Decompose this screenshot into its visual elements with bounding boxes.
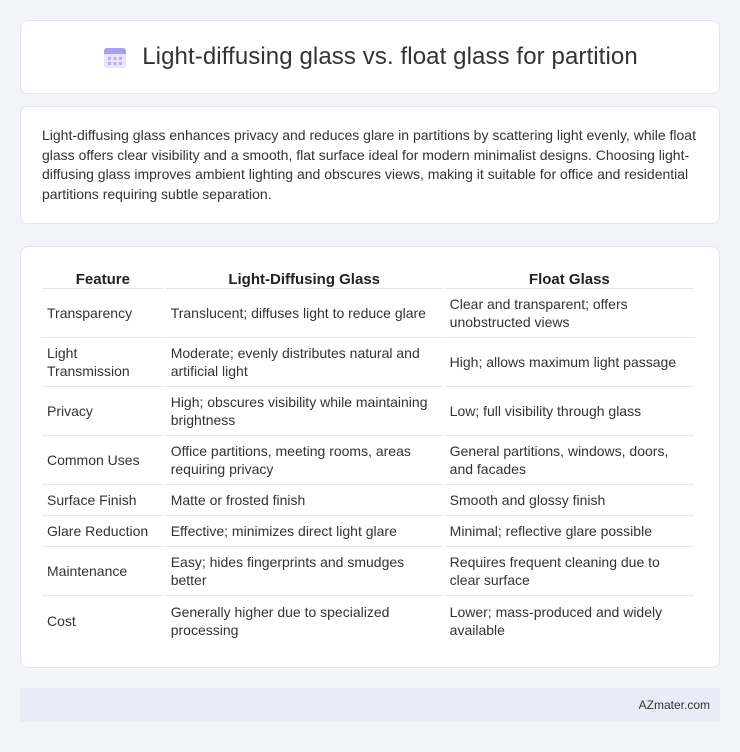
row-float: Lower; mass-produced and widely available [449,603,663,638]
row-feature: Light Transmission [42,338,164,387]
row-light-diffusing: Effective; minimizes direct light glare [166,516,443,547]
table-row [42,485,694,516]
row-light-diffusing: Translucent; diffuses light to reduce glare [166,289,443,338]
row-light-diffusing: Moderate; evenly distributes natural and artificial light [166,338,443,387]
table-row [42,516,694,547]
row-float: High; allows maximum light passage [445,338,694,387]
row-light-diffusing: Matte or frosted finish [166,485,443,516]
row-feature: Privacy [42,387,164,436]
row-feature: Cost [47,612,76,629]
row-light-diffusing: Easy; hides fingerprints and smudges better [166,547,443,596]
row-light-diffusing: Office partitions, meeting rooms, areas requiring privacy [166,436,443,485]
row-light-diffusing: Generally higher due to specialized processing [170,603,390,638]
table-header-row [42,267,694,289]
header-light-diffusing-glass: Light-Diffusing Glass [166,267,443,289]
table-row [42,436,694,485]
row-feature: Transparency [42,289,164,338]
row-float: General partitions, windows, doors, and facades [445,436,694,485]
header-feature: Feature [42,267,164,289]
title-card [20,20,720,94]
row-float: Minimal; reflective glare possible [445,516,694,547]
title-wrap [102,43,638,71]
intro-card [20,106,720,224]
table-row [42,387,694,436]
table-card [20,246,720,668]
table-row [42,289,694,338]
row-float: Smooth and glossy finish [445,485,694,516]
row-light-diffusing: High; obscures visibility while maintaining brightness [166,387,443,436]
row-feature: Common Uses [42,436,164,485]
row-feature: Surface Finish [42,485,164,516]
table-row [42,596,694,645]
calendar-icon [102,44,128,70]
table-row [42,338,694,387]
header-float-glass: Float Glass [445,267,694,289]
row-feature: Maintenance [42,547,164,596]
row-feature: Glare Reduction [42,516,164,547]
row-float: Low; full visibility through glass [445,387,694,436]
page-title: Light-diffusing glass vs. float glass for partition [142,43,638,70]
row-float: Requires frequent cleaning due to clear surface [445,547,694,596]
intro-text: Light-diffusing glass enhances privacy and reduces glare in partitions by scattering light evenly, while float glass offers clear visibility and a smooth, flat surface ideal for modern minimalist designs. Choosing light-diffusing glass improves ambient lighting and obscures views, making it suitable for office and residential partitions requiring subtle separation. [42,127,696,202]
footer [20,688,720,722]
footer-site-label: AZmater.com [638,698,710,712]
table-row [42,547,694,596]
comparison-table [40,267,696,645]
row-float: Clear and transparent; offers unobstructed views [445,289,694,338]
